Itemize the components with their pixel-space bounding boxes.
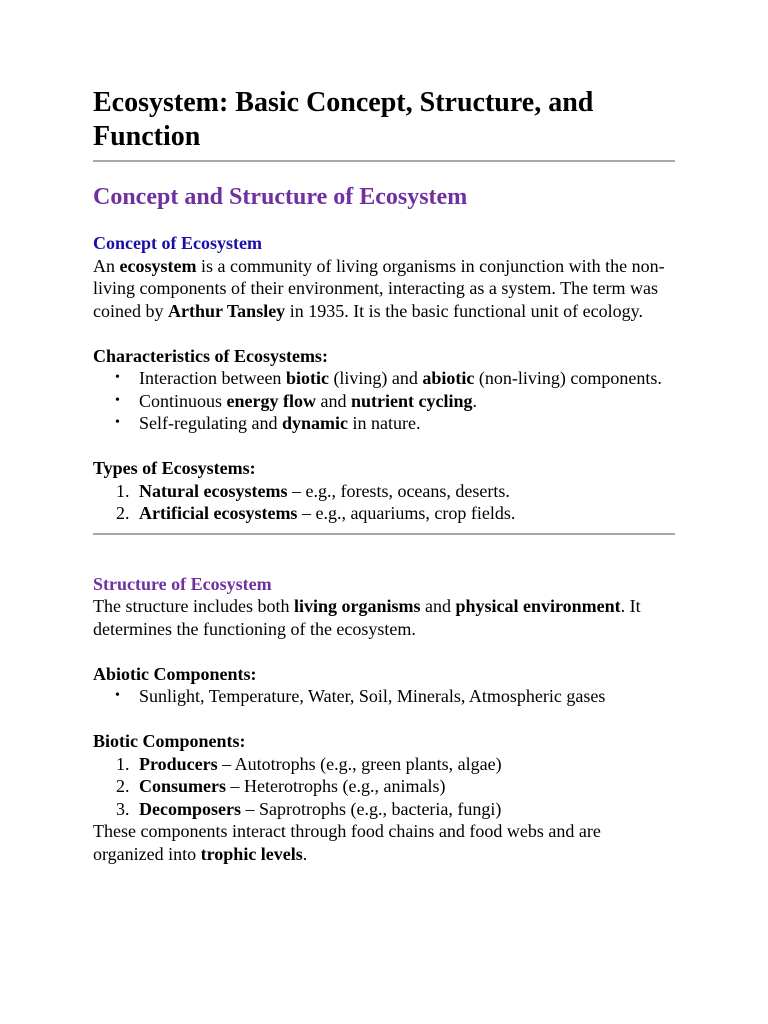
list-item (93, 798, 675, 821)
bold-term: ecosystem (119, 255, 197, 276)
types-label: Types of Ecosystems: (93, 458, 256, 478)
text-run: (living) and (328, 368, 423, 388)
bold-term: Arthur Tansley (167, 300, 286, 321)
abiotic-list (93, 685, 675, 708)
types-list (93, 480, 675, 525)
text-run: in nature. (347, 413, 421, 433)
list-number: 2. (116, 503, 130, 523)
bold-term: physical environment (455, 596, 621, 616)
bold-term: Natural ecosystems (139, 480, 288, 501)
text-run: and (420, 596, 456, 616)
abiotic-label: Abiotic Components: (93, 663, 257, 684)
bold-term: nutrient cycling (351, 390, 473, 411)
list-item (93, 390, 675, 413)
title-divider (93, 160, 675, 162)
bold-term: living organisms (293, 596, 421, 616)
list-item (93, 480, 675, 503)
bold-term: Producers (139, 753, 218, 774)
section-heading-concept-structure: Concept and Structure of Ecosystem (93, 184, 468, 210)
text-run: – Heterotrophs (e.g., animals) (226, 776, 446, 796)
list-number: 2. (116, 776, 130, 796)
text-run: Continuous (139, 390, 227, 411)
list-item: • Sunlight, Temperature, Water, Soil, Minerals, Atmospheric gases (93, 685, 675, 708)
structure-paragraph (93, 595, 675, 640)
text-run: is a community of living organisms in conjunction with the non-living components of their environment, interacting as a system. The term was coined by (93, 255, 665, 321)
list-item (93, 753, 675, 776)
text-run: Self-regulating and (139, 413, 282, 433)
list-number: 1. (116, 480, 130, 501)
bold-term: energy flow (226, 390, 316, 411)
text-run: and (316, 390, 351, 411)
list-number: 1. (116, 753, 130, 774)
list-item (93, 775, 675, 798)
biotic-list (93, 753, 675, 821)
list-number: 3. (116, 798, 130, 819)
document-page (93, 86, 675, 865)
text-run: Interaction between (139, 368, 286, 388)
bold-term: trophic levels (200, 843, 303, 864)
text-run: . (472, 390, 477, 411)
text-run: . (302, 843, 308, 864)
text-run: (non-living) components. (474, 368, 662, 388)
bold-term: dynamic (281, 413, 348, 433)
text-run: An (93, 255, 120, 276)
text-run: – e.g., aquariums, crop fields. (297, 503, 516, 523)
subheading-concept: Concept of Ecosystem (93, 233, 262, 253)
list-item (93, 412, 675, 435)
text-run: . It determines the functioning of the ecosystem. (93, 596, 641, 639)
text-run: – e.g., forests, oceans, deserts. (287, 480, 510, 501)
text-run: – Saprotrophs (e.g., bacteria, fungi) (240, 798, 502, 819)
text-run: in 1935. It is the basic functional unit of ecology. (285, 300, 643, 321)
characteristics-label: Characteristics of Ecosystems: (93, 345, 328, 366)
list-item (93, 367, 675, 390)
characteristics-list (93, 367, 675, 435)
closing-paragraph (93, 820, 675, 865)
text-run: The structure includes both (93, 596, 294, 616)
bold-term: Artificial ecosystems (139, 503, 298, 523)
biotic-label: Biotic Components: (93, 731, 246, 751)
page-title: Ecosystem: Basic Concept, Structure, and Function (93, 87, 594, 152)
bold-term: Decomposers (139, 798, 241, 819)
bold-term: abiotic (422, 368, 475, 388)
text-run: These components interact through food chains and food webs and are organized into (93, 821, 601, 864)
subheading-structure: Structure of Ecosystem (93, 573, 272, 594)
concept-paragraph (93, 255, 675, 323)
list-item (93, 502, 675, 525)
bold-term: biotic (285, 368, 329, 388)
section-divider (93, 533, 675, 535)
bold-term: Consumers (139, 776, 227, 796)
text-run: – Autotrophs (e.g., green plants, algae) (217, 753, 502, 774)
